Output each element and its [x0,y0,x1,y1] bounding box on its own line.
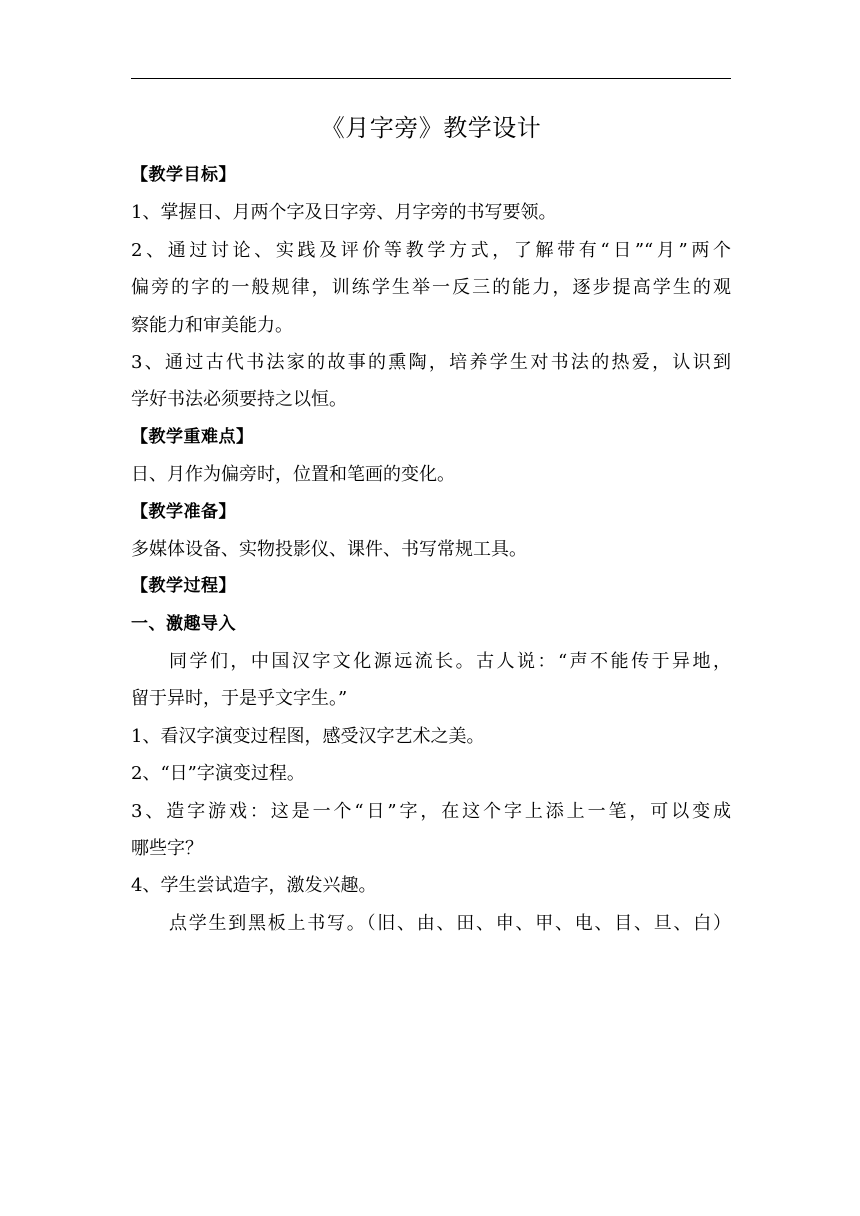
objective-line-1: 1、掌握日、月两个字及日字旁、月字旁的书写要领。 [131,202,557,224]
header-rule [131,78,731,79]
document-title: 《月字旁》教学设计 [320,114,542,142]
objective-line-2: 2、通过讨论、实践及评价等教学方式，了解带有“日”“月”两个 [131,239,731,261]
objective-line-5: 3、通过古代书法家的故事的熏陶，培养学生对书法的热爱，认识到 [131,351,731,373]
process-heading: 【教学过程】 [131,576,236,597]
key-points-text: 日、月作为偏旁时，位置和笔画的变化。 [131,464,455,486]
process-line-7: 4、学生尝试造字，激发兴趣。 [131,875,377,897]
preparation-text: 多媒体设备、实物投影仪、课件、书写常规工具。 [131,538,527,560]
process-line-2: 留于异时，于是乎文字生。” [131,688,348,710]
objective-line-4: 察能力和审美能力。 [131,314,293,336]
process-subheading: 一、激趣导入 [131,613,236,634]
objective-line-3: 偏旁的字的一般规律，训练学生举一反三的能力，逐步提高学生的观 [131,277,731,299]
preparation-heading: 【教学准备】 [131,501,236,522]
objectives-heading: 【教学目标】 [131,165,236,185]
process-line-6: 哪些字？ [131,838,203,860]
process-line-5: 3、造字游戏：这是一个“日”字，在这个字上添上一笔，可以变成 [131,800,731,822]
document-body [131,157,731,942]
process-line-1: 同学们，中国汉字文化源远流长。古人说：“声不能传于异地， [169,651,731,673]
process-line-3: 1、看汉字演变过程图，感受汉字艺术之美。 [131,725,485,747]
key-points-heading: 【教学重难点】 [131,426,254,447]
process-line-8: 点学生到黑板上书写。（旧、由、田、申、甲、电、目、旦、白） [169,912,731,934]
objective-line-6: 学好书法必须要持之以恒。 [131,389,347,411]
process-line-4: 2、“日”字演变过程。 [131,763,305,785]
